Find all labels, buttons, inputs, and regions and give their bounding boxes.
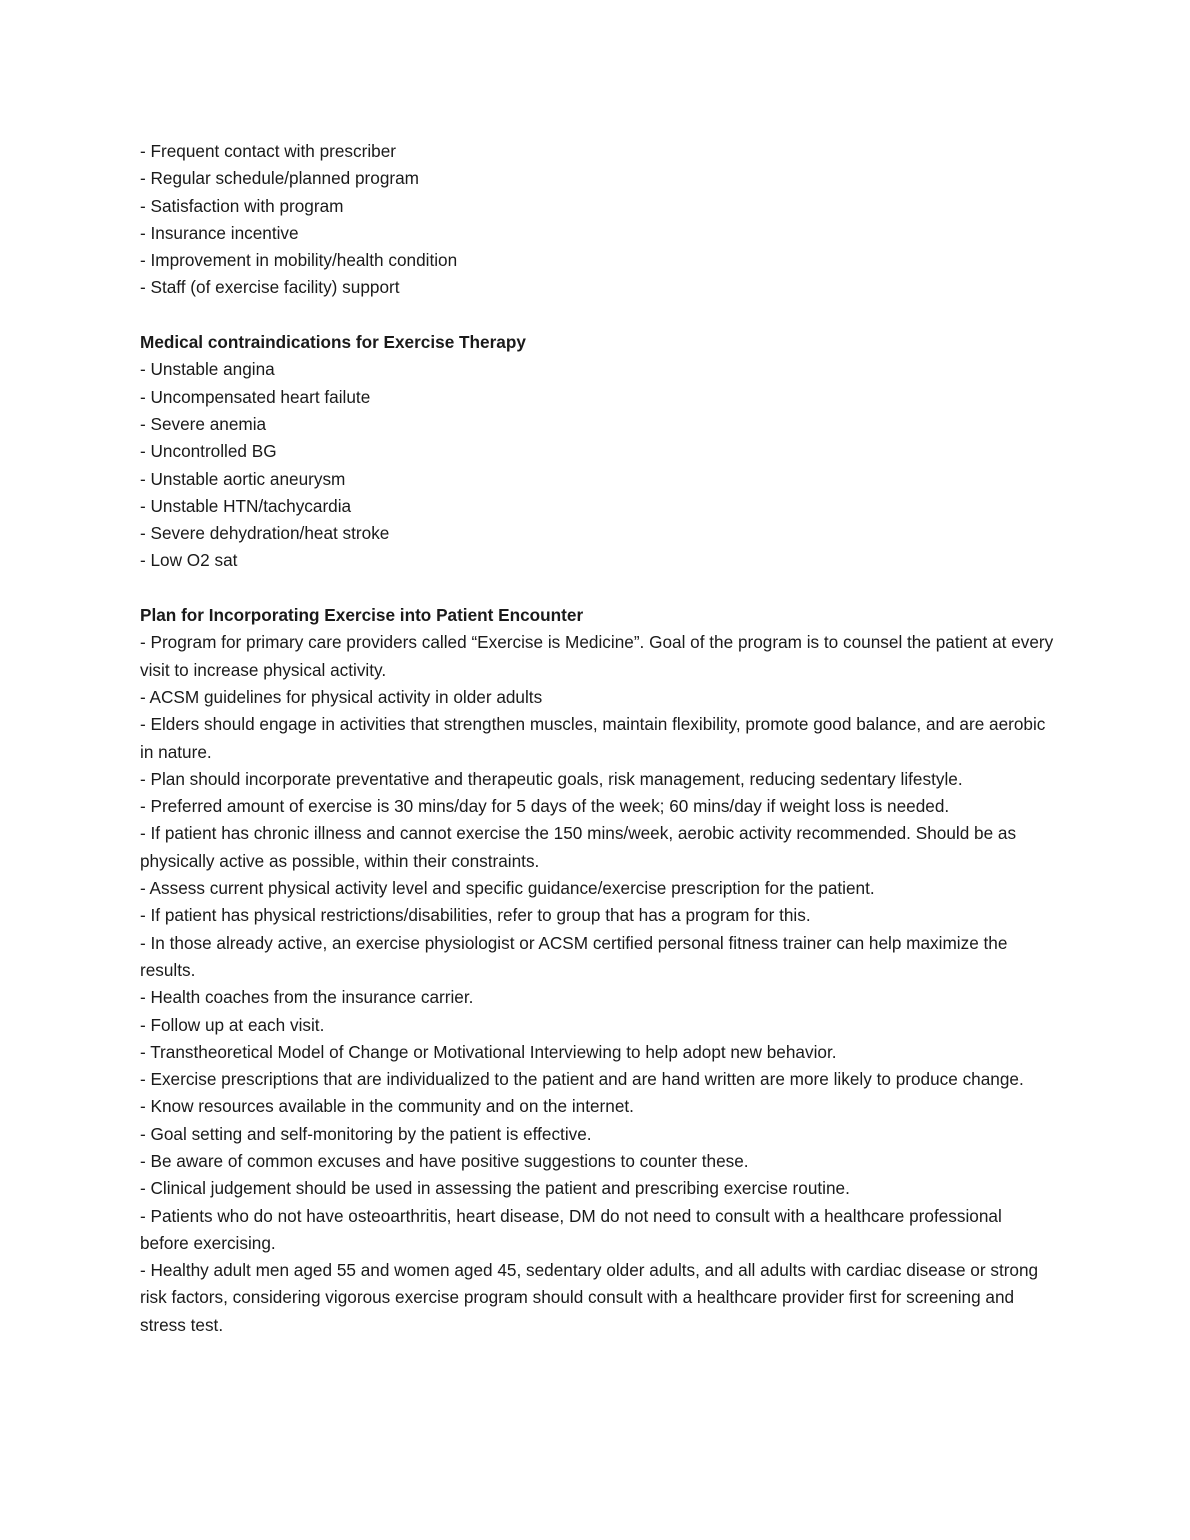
- list-item: - Assess current physical activity level and specific guidance/exercise prescription for the patient.: [140, 878, 875, 899]
- section-heading: Plan for Incorporating Exercise into Patient Encounter: [140, 605, 584, 626]
- intro-list: [140, 138, 1055, 302]
- list-item: - Uncompensated heart failute: [140, 386, 371, 407]
- list-item: - Clinical judgement should be used in assessing the patient and prescribing exercise routine.: [140, 1178, 850, 1199]
- list-item: - If patient has chronic illness and cannot exercise the 150 mins/week, aerobic activity recommended. Should be as physically active as possible, within their constraints.: [140, 823, 1017, 871]
- list-item: - Insurance incentive: [140, 222, 299, 243]
- list-item: - Patients who do not have osteoarthritis, heart disease, DM do not need to consult with a healthcare professional before exercising.: [140, 1205, 1002, 1253]
- list-item: - Unstable HTN/tachycardia: [140, 495, 352, 516]
- list-item: - Program for primary care providers called “Exercise is Medicine”. Goal of the program is to counsel the patient at every visit to increase physical activity.: [140, 632, 1054, 680]
- list-item: - Healthy adult men aged 55 and women aged 45, sedentary older adults, and all adults with cardiac disease or strong risk factors, considering vigorous exercise program should consult with a healthcare provider first for screening and stress test.: [140, 1260, 1039, 1335]
- list-item: - Frequent contact with prescriber: [140, 141, 397, 161]
- section-heading: Medical contraindications for Exercise Therapy: [140, 332, 526, 353]
- list-item: - Exercise prescriptions that are individualized to the patient and are hand written are more likely to produce change.: [140, 1069, 1024, 1090]
- list-item: - Low O2 sat: [140, 550, 238, 571]
- list-item: - Regular schedule/planned program: [140, 168, 419, 189]
- list-item: - Transtheoretical Model of Change or Motivational Interviewing to help adopt new behavior.: [140, 1041, 837, 1062]
- list-item: - If patient has physical restrictions/disabilities, refer to group that has a program for this.: [140, 905, 811, 926]
- list-item: - Severe anemia: [140, 413, 267, 434]
- list-item: - ACSM guidelines for physical activity in older adults: [140, 686, 543, 707]
- plan-section: [140, 602, 1055, 1339]
- list-item: - Follow up at each visit.: [140, 1014, 325, 1035]
- list-item: - In those already active, an exercise physiologist or ACSM certified personal fitness trainer can help maximize the results.: [140, 932, 1008, 980]
- list-item: - Unstable angina: [140, 359, 275, 380]
- list-item: - Health coaches from the insurance carrier.: [140, 987, 474, 1008]
- list-item: - Improvement in mobility/health condition: [140, 250, 458, 271]
- list-item: - Goal setting and self-monitoring by the patient is effective.: [140, 1123, 592, 1144]
- list-item: - Preferred amount of exercise is 30 mins/day for 5 days of the week; 60 mins/day if weight loss is needed.: [140, 796, 950, 817]
- list-item: - Unstable aortic aneurysm: [140, 468, 346, 489]
- list-item: - Staff (of exercise facility) support: [140, 277, 400, 298]
- list-item: - Plan should incorporate preventative and therapeutic goals, risk management, reducing sedentary lifestyle.: [140, 768, 963, 789]
- list-item: - Satisfaction with program: [140, 195, 344, 216]
- list-item: - Know resources available in the community and on the internet.: [140, 1096, 634, 1117]
- list-item: - Severe dehydration/heat stroke: [140, 523, 390, 544]
- list-item: - Elders should engage in activities that strengthen muscles, maintain flexibility, promote good balance, and are aerobic in nature.: [140, 714, 1046, 762]
- list-item: - Be aware of common excuses and have positive suggestions to counter these.: [140, 1150, 749, 1171]
- contraindications-section: [140, 329, 1055, 575]
- page-content: [140, 138, 1055, 1339]
- list-item: - Uncontrolled BG: [140, 441, 277, 462]
